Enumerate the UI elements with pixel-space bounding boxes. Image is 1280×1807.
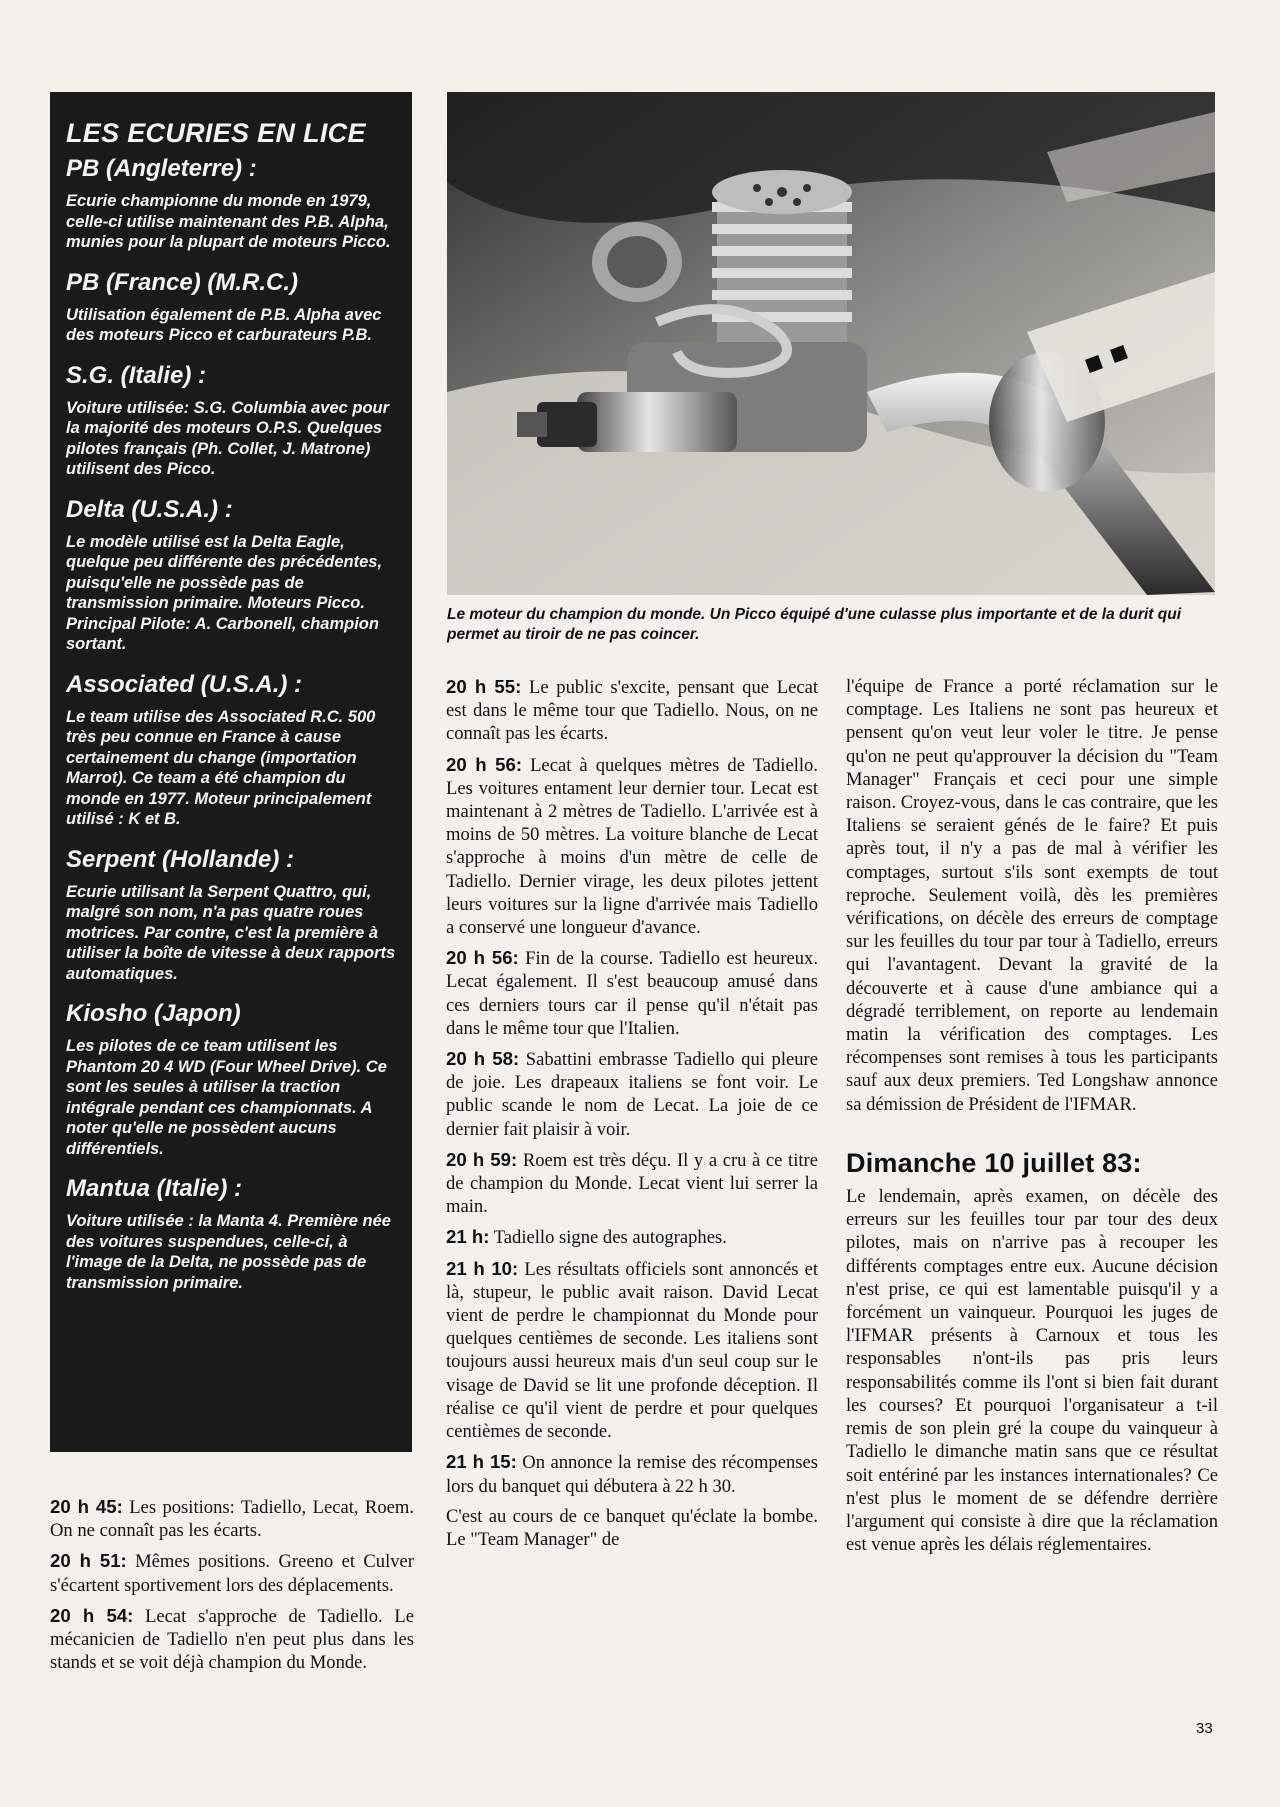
timeline-text: Mêmes positions. Greeno et Culver s'écartent sportivement lors des déplacements. [50, 1551, 414, 1596]
timeline-time: 21 h 10: [446, 1257, 519, 1279]
team-text-kiosho: Les pilotes de ce team utilisent les Phantom 20 4 WD (Four Wheel Drive). Ce sont les seules à utiliser la traction intégrale pendant ces championnats. A noter qu'elle ne possèdent aucuns différentiels. [66, 1037, 387, 1158]
teams-sidebar [50, 92, 412, 1452]
engine-photo [447, 92, 1215, 595]
body-paragraph: Le lendemain, après examen, on décèle des erreurs sur les feuilles tour par tour des deux pilotes, mais on n'arrive pas à recouper les différents comptages entre eux. Aucune décision n'est prise, ce qui est lamentable puisqu'il y a forcément un vainqueur. Pourquoi les juges de l'IFMAR présents à Carnoux et tous les responsables n'ont-ils pas pris leurs responsabilités comme ils l'ont si bien fait durant les courses? Et pourquoi l'organisateur a t-il remis de son plein gré la coupe du vainqueur à Tadiello le dimanche matin sans que ce résultat soit entériné par les instances internationales? Ce n'est plus le moment de se défendre derrière l'argument qui consiste à dire que la réclamation est venue après les délais réglementaires. [846, 1186, 1218, 1556]
team-text-pb-angleterre: Ecurie championne du monde en 1979, celle-ci utilise maintenant des P.B. Alpha, munies pour la plupart de moteurs Picco. [66, 192, 391, 251]
timeline-entry [50, 1549, 414, 1596]
text-column-middle [446, 675, 818, 1558]
team-name-pb-angleterre: PB (Angleterre) : [66, 155, 257, 182]
timeline-entry [446, 1047, 818, 1141]
timeline-text: Tadiello signe des autographes. [493, 1227, 727, 1249]
team-text-delta: Le modèle utilisé est la Delta Eagle, quelque peu différente des précédentes, puisqu'elle ne possède pas de transmission primaire. Moteurs Picco. Principal Pilote: A. Carbonell, champion sortant. [66, 532, 383, 653]
engine-photo-illustration [447, 92, 1215, 595]
timeline-entry [446, 753, 818, 940]
team-text-pb-france: Utilisation également de P.B. Alpha avec des moteurs Picco et carburateurs P.B. [66, 305, 382, 344]
timeline-entry [446, 1225, 818, 1249]
sidebar-title: LES ECURIES EN LICE [66, 118, 366, 148]
timeline-time: 21 h 15: [446, 1451, 517, 1473]
team-name-pb-france: PB (France) (M.R.C.) [66, 268, 299, 296]
timeline-time: 20 h 56: [446, 753, 523, 775]
body-paragraph [446, 1505, 818, 1551]
body-paragraph: l'équipe de France a porté réclamation sur le comptage. Les Italiens ne sont pas heureux et pensent qu'on veut leur voler le titre. Je pense qu'on ne peut qu'approuver la décision du "Team Manager" Français et ceci pour une simple raison. Croyez-vous, dans le cas contraire, que les Italiens se seraient génés de le faire? Et puis après tout, il n'y a pas de mal à vérifier les comptages, surtout s'ils sont exempts de tout reproche. Seulement voilà, dès les premières vérifications, on décèle des erreurs de comptage sur les feuilles du tour par tour à Tadiello, erreurs qui l'avantagent. Devant la gravité de la découverte et à cause d'une ambiance qui a dégradé terriblement, on reporte au lendemain matin la vérification des comptages. Les récompenses sont remises à tous les participants sauf aux deux premiers. Ted Longshaw annonce sa démission de Président de l'IFMAR. [846, 676, 1218, 1115]
team-name-serpent: Serpent (Hollande) : [66, 845, 295, 873]
timeline-entry [446, 675, 818, 746]
text-column-right [846, 675, 1218, 1563]
timeline-text: Sabattini embrasse Tadiello qui pleure de joie. Les drapeaux italiens se font voir. Le public scande le nom de Lecat. La joie de ce dernier fait plaisir à voir. [446, 1049, 818, 1140]
timeline-time: 21 h: [446, 1226, 490, 1248]
timeline-entry [446, 1148, 818, 1219]
timeline-text: Les résultats officiels sont annoncés et là, stupeur, le public avait raison. David Lecat vient de perdre le championnat du Monde pour quelques centièmes de seconde. Les italiens sont toujours aussi heureux mais d'un seul coup sur le visage de David se lit une profonde déception. Il réalise ce qu'il vient de perdre et pour quelques centièmes de seconde. [446, 1258, 819, 1443]
timeline-text: Roem est très déçu. Il y a cru à ce titre de champion du Monde. Lecat vient lui serrer la main. [446, 1149, 818, 1218]
timeline-time: 20 h 45: [50, 1496, 123, 1517]
team-name-associated: Associated (U.S.A.) : [66, 670, 303, 698]
timeline-text: Lecat s'approche de Tadiello. Le mécanicien de Tadiello n'en peut plus dans les stands et se voit déjà champion du Monde. [50, 1605, 414, 1674]
team-text-associated: Le team utilise des Associated R.C. 500 très peu connue en France à cause certainement du change (importation Marrot). Ce team a été champion du monde en 1977. Moteur principalement utilisé : K et B. [66, 707, 376, 828]
team-text-sg-italie: Voiture utilisée: S.G. Columbia avec pour la majorité des moteurs O.P.S. Quelques pilotes français (Ph. Collet, J. Matrone) utilisent des Picco. [66, 398, 390, 478]
team-name-sg-italie: S.G. (Italie) : [66, 361, 207, 389]
section-heading: Dimanche 10 juillet 83: [846, 1147, 1142, 1178]
timeline-time: 20 h 51: [50, 1550, 127, 1572]
team-text-serpent: Ecurie utilisant la Serpent Quattro, qui, malgré son nom, n'a pas quatre roues motrices. Par contre, c'est la première à utiliser la boîte de vitesse à deux rapports automatiques. [66, 882, 396, 983]
timeline-text: Les positions: Tadiello, Lecat, Roem. On ne connaît pas les écarts. [50, 1497, 414, 1542]
body-text: C'est au cours de ce banquet qu'éclate la bombe. Le "Team Manager" de [446, 1505, 818, 1550]
photo-caption: Le moteur du champion du monde. Un Picco équipé d'une culasse plus importante et de la durit qui permet au tiroir de ne pas coincer. [447, 606, 1181, 643]
timeline-text: Fin de la course. Tadiello est heureux. Lecat également. Il s'est beaucoup amusé dans ces derniers tours car il pense qu'il n'était pas dans le même tour que l'Italien. [446, 948, 818, 1039]
timeline-time: 20 h 54: [50, 1604, 134, 1626]
timeline-text: Lecat à quelques mètres de Tadiello. Les voitures entament leur dernier tour. Lecat est maintenant à 2 mètres de Tadiello. L'arrivée est à moins de 50 mètres. La voiture blanche de Lecat s'approche à moins d'un mètre de celle de Tadiello. Dernier virage, les deux pilotes jettent leurs voitures sur la ligne d'arrivée mais Tadiello a conservé une longueur d'avance. [446, 754, 818, 939]
team-name-delta: Delta (U.S.A.) : [66, 495, 233, 523]
timeline-entry [446, 1450, 818, 1497]
timeline-time: 20 h 56: [446, 947, 519, 969]
timeline-text: Le public s'excite, pensant que Lecat est dans le même tour que Tadiello. Nous, on ne connaît pas les écarts. [446, 677, 818, 745]
timeline-time: 20 h 55: [446, 676, 522, 697]
team-text-mantua: Voiture utilisée : la Manta 4. Première née des voitures suspendues, celle-ci, à l'image de la Delta, ne possède pas de transmission primaire. [66, 1212, 391, 1292]
text-column-left [50, 1495, 414, 1681]
team-name-kiosho: Kiosho (Japon) [66, 1000, 241, 1027]
timeline-text: On annonce la remise des récompenses lors du banquet qui débutera à 22 h 30. [446, 1452, 818, 1497]
timeline-time: 20 h 58: [446, 1048, 520, 1070]
timeline-entry [446, 946, 818, 1040]
timeline-entry [50, 1604, 414, 1675]
timeline-entry [446, 1257, 818, 1444]
page-number: 33 [1196, 1720, 1213, 1737]
timeline-entry [50, 1495, 414, 1542]
team-name-mantua: Mantua (Italie) : [66, 1175, 243, 1202]
timeline-time: 20 h 59: [446, 1148, 518, 1170]
